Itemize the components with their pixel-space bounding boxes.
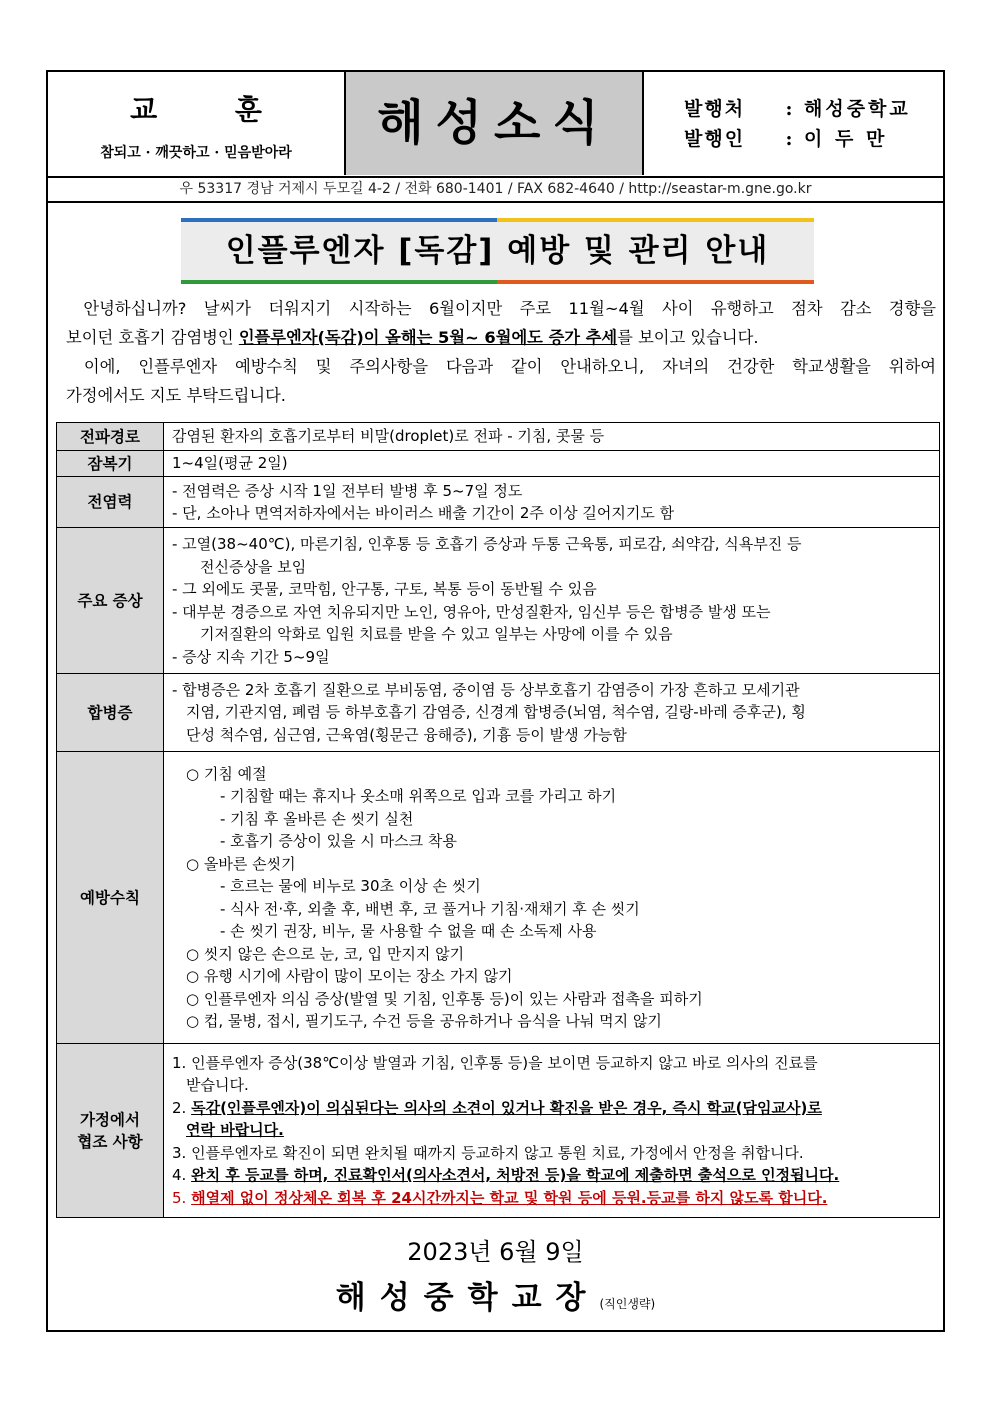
title-banner	[181, 218, 814, 284]
prevention-label: 예방수칙	[57, 752, 164, 1044]
table-row	[57, 423, 940, 451]
route-label: 전파경로	[57, 423, 164, 451]
contagion-text: - 전염력은 증상 시작 1일 전부터 발병 후 5~7일 정도 - 단, 소아나 면역저하자에서는 바이러스 배출 기간이 2주 이상 길어지기도 함	[164, 477, 940, 528]
principal-name: 해성중학교장	[335, 1280, 600, 1316]
newsletter-frame	[46, 70, 945, 1332]
intro-paragraph: 안녕하십니까? 날씨가 더워지기 시작하는 6월이지만 주로 11월~4월 사이 유행하고 점차 감소 경향을 보이던 호흡기 감염병인 인플루엔자(독감)이 올해는 5월~ 6월에도 증가 추세를 보이고 있습니다. 이에, 인플루엔자 예방수칙 및 주의사항을 다음과 같이 안내하오니, 자녀의 건강한 학교생활을 위하여 가정에서도 지도 부탁드립니다.	[66, 299, 936, 405]
influenza-info-table	[56, 422, 940, 1218]
complications-text: - 합병증은 2차 호흡기 질환으로 부비동염, 중이염 등 상부호흡기 감염증이 가장 흔하고 모세기관 지염, 기관지염, 폐렴 등 하부호흡기 감염증, 신경계 합병증(뇌염, 척수염, 길랑-바레 증후군), 횡 단성 척수염, 심근염, 근육염(횡문근 융해증), 기흉 등이 발생 가능함	[164, 674, 940, 752]
masthead	[48, 72, 943, 176]
publisher-value: 해성중학교	[804, 98, 911, 120]
intro-emphasis: 인플루엔자(독감)이 올해는 5월~ 6월에도 증가 추세	[238, 328, 618, 347]
home-cooperation-text: 1. 인플루엔자 증상(38℃이상 발열과 기침, 인후통 등)을 보이면 등교하지 않고 바로 의사의 진료를 받습니다. 2. 독감(인플루엔자)이 의심된다는 의사의 소견이 있거나 확진을 받은 경우, 즉시 학교(담임교사)로 연락 바랍니다. 3. 인플루엔자로 확진이 되면 완치될 때까지 등교하지 않고 통원 치료, 가정에서 안정을 취합니다. 4. 완치 후 등교를 하며, 진료확인서(의사소견서, 처방전 등)을 학교에 제출하면 출석으로 인정됩니다. 5. 해열제 없이 정상체온 회복 후 24시간까지는 학교 및 학원 등에 등원.등교를 하지 않도록 합니다.	[164, 1044, 940, 1218]
table-row	[57, 528, 940, 674]
issuer-value: 이 두 만	[804, 128, 888, 150]
issue-date: 2023년 6월 9일	[407, 1238, 584, 1266]
newsletter-name: 해성소식	[377, 95, 611, 151]
table-row	[57, 752, 940, 1044]
table-row	[57, 1044, 940, 1218]
motto-title: 교 훈	[130, 93, 296, 126]
school-motto-box	[48, 72, 346, 175]
principal-signature	[48, 1272, 943, 1317]
table-row	[57, 674, 940, 752]
prevention-text: ○ 기침 예절 - 기침할 때는 휴지나 옷소매 위쪽으로 입과 코를 가리고 하기 - 기침 후 올바른 손 씻기 실천 - 호흡기 증상이 있을 시 마스크 착용 ○ 올바른 손씻기 - 흐르는 물에 비누로 30초 이상 손 씻기 - 식사 전·후, 외출 후, 배변 후, 코 풀거나 기침·재채기 후 손 씻기 - 손 씻기 권장, 비누, 물 사용할 수 없을 때 손 소독제 사용 ○ 씻지 않은 손으로 눈, 코, 입 만지지 않기 ○ 유행 시기에 사람이 많이 모이는 장소 가지 않기 ○ 인플루엔자 의심 증상(발열 및 기침, 인후통 등)이 있는 사람과 접촉을 피하기 ○ 컵, 물병, 접시, 필기도구, 수건 등을 공유하거나 음식을 나눠 먹지 않기	[164, 752, 940, 1044]
incubation-label: 잠복기	[57, 451, 164, 477]
route-text: 감염된 환자의 호흡기로부터 비말(droplet)로 전파 - 기침, 콧물 등	[164, 423, 940, 451]
symptoms-text: - 고열(38~40℃), 마른기침, 인후통 등 호흡기 증상과 두통 근육통, 피로감, 쇠약감, 식욕부진 등 전신증상을 보임 - 그 외에도 콧물, 코막힘, 안구통, 구토, 복통 등이 동반될 수 있음 - 대부분 경증으로 자연 치유되지만 노인, 영유아, 만성질환자, 임신부 등은 합병증 발생 또는 기저질환의 악화로 입원 치료를 받을 수 있고 일부는 사망에 이를 수 있음 - 증상 지속 기간 5~9일	[164, 528, 940, 674]
contagion-label: 전염력	[57, 477, 164, 528]
incubation-text: 1~4일(평균 2일)	[164, 451, 940, 477]
newsletter-logo-box	[346, 72, 644, 175]
publisher-box: 발행처 : 해성중학교 발행인 : 이 두 만	[644, 72, 943, 175]
stamp-note: (직인생략)	[599, 1297, 656, 1311]
table-row	[57, 477, 940, 528]
motto-text: 참되고 · 깨끗하고 · 믿음받아라	[100, 145, 292, 161]
page-title: 인플루엔자 [독감] 예방 및 관리 안내	[225, 233, 770, 269]
complications-label: 합병증	[57, 674, 164, 752]
table-row	[57, 451, 940, 477]
issuer-label: 발행인	[684, 128, 746, 150]
home-cooperation-label: 가정에서 협조 사항	[57, 1044, 164, 1218]
symptoms-label: 주요 증상	[57, 528, 164, 674]
school-address: 우 53317 경남 거제시 두모길 4-2 / 전화 680-1401 / FAX 682-4640 / http://seastar-m.gne.go.kr	[48, 176, 943, 203]
publisher-label: 발행처	[684, 98, 746, 120]
